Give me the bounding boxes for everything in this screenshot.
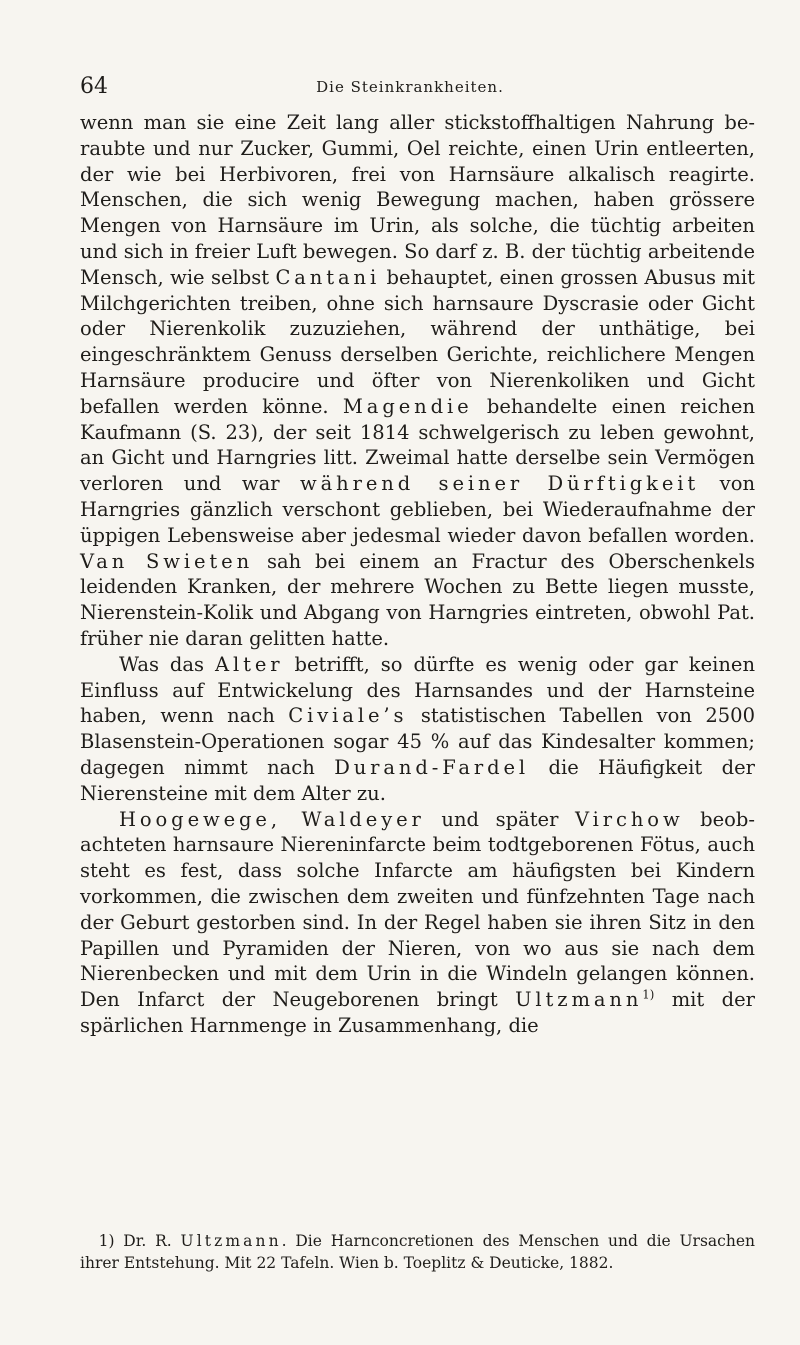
running-title: Die Steinkrankheiten. <box>316 78 504 96</box>
body-text <box>80 110 755 1039</box>
spaced-name: Alter <box>215 652 284 676</box>
spaced-name: während seiner Dürftigkeit <box>300 472 700 496</box>
spaced-name: Cantani <box>275 265 381 289</box>
text-run: . Die Harnconcretionen des Menschen und die Ursachen ihrer Entstehung. Mit 22 Tafeln. Wien b. Toeplitz & Deuticke, 1882. <box>80 1232 755 1272</box>
text-run: statistischen Tabellen von 2500 Blasenstein-Operationen sogar 45 % auf das Kindesalter kommen; dagegen nimmt nach <box>80 704 755 779</box>
page-number: 64 <box>80 74 108 99</box>
text-run: betrifft, so dürfte es wenig oder gar keinen Einfluss auf Entwickelung des Harnsandes und der Harnsteine haben, wenn nach <box>80 652 756 728</box>
paragraph <box>80 807 755 1039</box>
text-run: Was das <box>119 652 216 676</box>
spaced-name: Van Swieten <box>80 549 254 573</box>
text-run: die Häufigkeit der Nierensteine mit dem Alter zu. <box>80 755 755 805</box>
footnotes <box>80 1230 755 1274</box>
footnote-ref: 1) <box>642 987 655 1002</box>
text-run: sah bei einem an Fractur des Oberschenkels leidenden Kranken, der mehrere Wochen zu Bette liegen musste, Nierenstein-Kolik und Abgang von Harngries eintreten, obwohl Pat. früher nie daran gelitten hatte. <box>80 549 755 650</box>
text-run: und später <box>424 807 576 831</box>
page-header <box>80 74 720 100</box>
text-run: behauptet, einen grossen Abusus mit Milchgerichten treiben, ohne sich harnsaure Dyscrasie oder Gicht oder Nierenkolik zuzuziehen, während der unthätige, bei eingeschränktem Genuss derselben Gerichte, reichlichere Mengen Harnsäure producire und öfter von Nierenkoliken und Gicht befallen werden könne. <box>80 265 755 418</box>
paragraph <box>80 110 755 652</box>
spaced-name: Hoogewege, Waldeyer <box>119 807 425 831</box>
text-run: behandelte einen reichen Kaufmann (S. 23), der seit 1814 schwelgerisch zu leben gewohnt, an Gicht und Harngries litt. Zweimal hatte derselbe sein Vermögen verloren und war <box>80 394 755 496</box>
text-run: mit der spärlichen Harnmenge in Zusammenhang, die <box>80 988 755 1037</box>
spaced-name: Magendie <box>342 394 473 418</box>
spaced-name: Ultzmann <box>515 988 643 1012</box>
footnote <box>80 1230 755 1274</box>
spaced-name: Virchow <box>575 807 684 831</box>
text-run: 1) Dr. R. <box>98 1232 181 1250</box>
text-run: wenn man sie eine Zeit lang aller stickstoffhaltigen Nahrung beraubte und nur Zucker, Gummi, Oel reichte, einen Urin entleerten, der wie bei Herbivoren, frei von Harnsäure alkalisch reagirte. Menschen, die sich wenig Bewegung machen, haben grössere Mengen von Harnsäure im Urin, als solche, die tüchtig arbeiten und sich in freier Luft bewegen. So darf z. B. der tüchtig arbeitende Mensch, wie selbst <box>80 111 755 289</box>
text-run: beobachteten harnsaure Niereninfarcte beim todtgeborenen Fötus, auch steht es fest, dass solche Infarcte am häufigsten bei Kindern vorkommen, die zwischen dem zweiten und fünfzehnten Tage nach der Geburt gestorben sind. In der Regel haben sie ihren Sitz in den Papillen und Pyramiden der Nieren, von wo aus sie nach dem Nierenbecken und mit dem Urin in die Windeln gelangen können. Den Infarct der Neugeborenen bringt <box>80 807 755 1012</box>
spaced-name: Durand-Fardel <box>334 755 530 779</box>
text-run: von Harngries gänzlich verschont geblieben, bei Wiederaufnahme der üppigen Lebensweise aber jedesmal wieder davon befallen worden. <box>80 472 755 547</box>
paragraph <box>80 652 755 807</box>
spaced-name: Ultzmann <box>180 1232 282 1250</box>
spaced-name: Civiale’s <box>288 704 408 728</box>
